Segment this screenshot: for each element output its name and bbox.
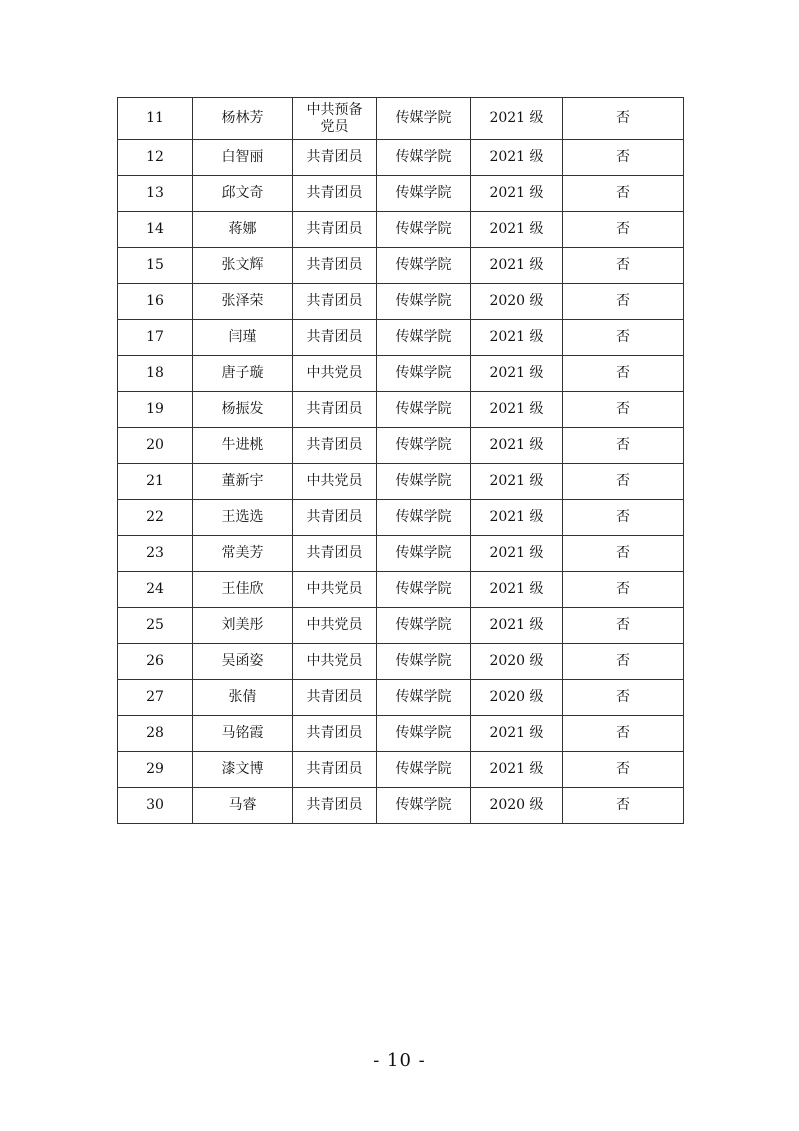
- student-name-cell: 吴函姿: [193, 644, 293, 680]
- flag-cell: 否: [563, 212, 684, 248]
- row-number-cell: 22: [118, 500, 193, 536]
- flag-cell: 否: [563, 98, 684, 140]
- grade-cell: 2021 级: [471, 752, 563, 788]
- flag-cell: 否: [563, 176, 684, 212]
- row-number-cell: 27: [118, 680, 193, 716]
- flag-cell: 否: [563, 392, 684, 428]
- political-status-cell: 共青团员: [293, 176, 377, 212]
- table-row: [118, 98, 684, 140]
- flag-cell: 否: [563, 680, 684, 716]
- grade-cell: 2020 级: [471, 788, 563, 824]
- table-row: [118, 572, 684, 608]
- political-status-cell: 中共党员: [293, 356, 377, 392]
- flag-cell: 否: [563, 356, 684, 392]
- college-cell: 传媒学院: [377, 140, 471, 176]
- flag-cell: 否: [563, 644, 684, 680]
- flag-cell: 否: [563, 320, 684, 356]
- grade-cell: 2021 级: [471, 500, 563, 536]
- political-status-cell: 中共预备党员: [293, 98, 377, 140]
- flag-cell: 否: [563, 140, 684, 176]
- student-name-cell: 董新宇: [193, 464, 293, 500]
- political-status-cell: 共青团员: [293, 536, 377, 572]
- flag-cell: 否: [563, 572, 684, 608]
- row-number-cell: 18: [118, 356, 193, 392]
- college-cell: 传媒学院: [377, 716, 471, 752]
- grade-cell: 2021 级: [471, 176, 563, 212]
- student-name-cell: 常美芳: [193, 536, 293, 572]
- row-number-cell: 12: [118, 140, 193, 176]
- table-row: [118, 644, 684, 680]
- row-number-cell: 25: [118, 608, 193, 644]
- political-status-cell: 中共党员: [293, 572, 377, 608]
- table-row: [118, 140, 684, 176]
- student-name-cell: 张泽荣: [193, 284, 293, 320]
- grade-cell: 2021 级: [471, 248, 563, 284]
- political-status-cell: 中共党员: [293, 608, 377, 644]
- table-row: [118, 212, 684, 248]
- grade-cell: 2020 级: [471, 644, 563, 680]
- row-number-cell: 26: [118, 644, 193, 680]
- student-name-cell: 闫瑾: [193, 320, 293, 356]
- student-name-cell: 蒋娜: [193, 212, 293, 248]
- political-status-cell: 共青团员: [293, 392, 377, 428]
- student-name-cell: 马睿: [193, 788, 293, 824]
- flag-cell: 否: [563, 536, 684, 572]
- grade-cell: 2021 级: [471, 356, 563, 392]
- row-number-cell: 20: [118, 428, 193, 464]
- political-status-cell: 共青团员: [293, 500, 377, 536]
- table-row: [118, 320, 684, 356]
- row-number-cell: 17: [118, 320, 193, 356]
- political-status-cell: 共青团员: [293, 788, 377, 824]
- grade-cell: 2021 级: [471, 212, 563, 248]
- grade-cell: 2020 级: [471, 284, 563, 320]
- grade-cell: 2021 级: [471, 536, 563, 572]
- row-number-cell: 16: [118, 284, 193, 320]
- row-number-cell: 23: [118, 536, 193, 572]
- college-cell: 传媒学院: [377, 644, 471, 680]
- college-cell: 传媒学院: [377, 392, 471, 428]
- political-status-cell: 共青团员: [293, 716, 377, 752]
- political-status-cell: 共青团员: [293, 428, 377, 464]
- table-row: [118, 284, 684, 320]
- college-cell: 传媒学院: [377, 284, 471, 320]
- table-row: [118, 176, 684, 212]
- political-status-cell: 共青团员: [293, 212, 377, 248]
- flag-cell: 否: [563, 716, 684, 752]
- row-number-cell: 30: [118, 788, 193, 824]
- row-number-cell: 19: [118, 392, 193, 428]
- student-name-cell: 白智丽: [193, 140, 293, 176]
- flag-cell: 否: [563, 788, 684, 824]
- table-row: [118, 464, 684, 500]
- political-status-cell: 中共党员: [293, 464, 377, 500]
- student-name-cell: 杨林芳: [193, 98, 293, 140]
- row-number-cell: 21: [118, 464, 193, 500]
- table-row: [118, 500, 684, 536]
- college-cell: 传媒学院: [377, 212, 471, 248]
- flag-cell: 否: [563, 608, 684, 644]
- grade-cell: 2021 级: [471, 392, 563, 428]
- political-status-cell: 中共党员: [293, 644, 377, 680]
- flag-cell: 否: [563, 500, 684, 536]
- row-number-cell: 15: [118, 248, 193, 284]
- college-cell: 传媒学院: [377, 608, 471, 644]
- grade-cell: 2021 级: [471, 464, 563, 500]
- table-row: [118, 680, 684, 716]
- college-cell: 传媒学院: [377, 752, 471, 788]
- table-row: [118, 392, 684, 428]
- student-name-cell: 漆文博: [193, 752, 293, 788]
- college-cell: 传媒学院: [377, 464, 471, 500]
- political-status-cell: 共青团员: [293, 284, 377, 320]
- grade-cell: 2021 级: [471, 572, 563, 608]
- political-status-cell: 共青团员: [293, 248, 377, 284]
- student-name-cell: 马铭霞: [193, 716, 293, 752]
- row-number-cell: 14: [118, 212, 193, 248]
- student-list-table: [117, 97, 684, 824]
- grade-cell: 2020 级: [471, 680, 563, 716]
- grade-cell: 2021 级: [471, 320, 563, 356]
- row-number-cell: 29: [118, 752, 193, 788]
- grade-cell: 2021 级: [471, 98, 563, 140]
- college-cell: 传媒学院: [377, 176, 471, 212]
- grade-cell: 2021 级: [471, 140, 563, 176]
- political-status-cell: 共青团员: [293, 752, 377, 788]
- flag-cell: 否: [563, 464, 684, 500]
- table-row: [118, 536, 684, 572]
- student-name-cell: 牛进桃: [193, 428, 293, 464]
- political-status-cell: 共青团员: [293, 140, 377, 176]
- political-status-cell: 共青团员: [293, 320, 377, 356]
- student-name-cell: 杨振发: [193, 392, 293, 428]
- college-cell: 传媒学院: [377, 680, 471, 716]
- student-name-cell: 王选选: [193, 500, 293, 536]
- college-cell: 传媒学院: [377, 428, 471, 464]
- table-row: [118, 752, 684, 788]
- grade-cell: 2021 级: [471, 716, 563, 752]
- college-cell: 传媒学院: [377, 572, 471, 608]
- table-row: [118, 356, 684, 392]
- flag-cell: 否: [563, 284, 684, 320]
- row-number-cell: 24: [118, 572, 193, 608]
- college-cell: 传媒学院: [377, 248, 471, 284]
- student-name-cell: 刘美彤: [193, 608, 293, 644]
- student-name-cell: 唐子璇: [193, 356, 293, 392]
- college-cell: 传媒学院: [377, 320, 471, 356]
- college-cell: 传媒学院: [377, 98, 471, 140]
- flag-cell: 否: [563, 248, 684, 284]
- table-row: [118, 428, 684, 464]
- table-row: [118, 788, 684, 824]
- table-row: [118, 608, 684, 644]
- student-name-cell: 张倩: [193, 680, 293, 716]
- flag-cell: 否: [563, 428, 684, 464]
- row-number-cell: 11: [118, 98, 193, 140]
- row-number-cell: 28: [118, 716, 193, 752]
- student-name-cell: 王佳欣: [193, 572, 293, 608]
- college-cell: 传媒学院: [377, 788, 471, 824]
- college-cell: 传媒学院: [377, 500, 471, 536]
- college-cell: 传媒学院: [377, 536, 471, 572]
- flag-cell: 否: [563, 752, 684, 788]
- student-name-cell: 张文辉: [193, 248, 293, 284]
- political-status-cell: 共青团员: [293, 680, 377, 716]
- row-number-cell: 13: [118, 176, 193, 212]
- table-row: [118, 716, 684, 752]
- student-name-cell: 邱文奇: [193, 176, 293, 212]
- page-number: - 10 -: [373, 1050, 426, 1071]
- grade-cell: 2021 级: [471, 608, 563, 644]
- college-cell: 传媒学院: [377, 356, 471, 392]
- grade-cell: 2021 级: [471, 428, 563, 464]
- table-row: [118, 248, 684, 284]
- table-body: [118, 98, 684, 824]
